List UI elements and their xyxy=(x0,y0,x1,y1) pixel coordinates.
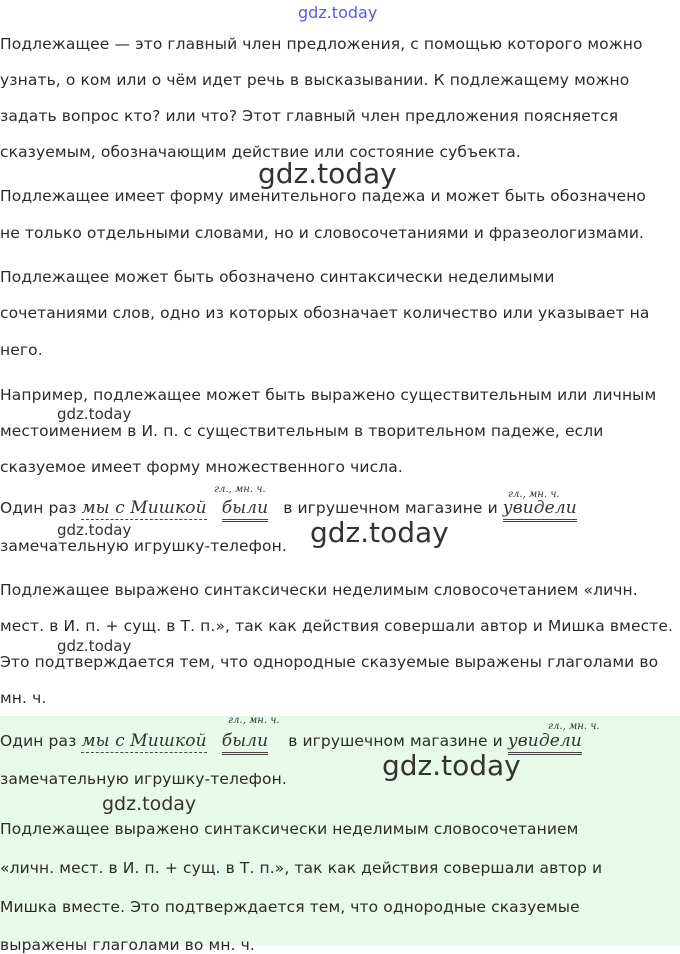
watermark: gdz.today xyxy=(382,749,521,782)
text-line: Мишка вместе. Это подтверждается тем, что однородные сказуемые xyxy=(0,898,580,916)
text-line: Подлежащее имеет форму именительного падежа и может быть обозначено xyxy=(0,187,647,205)
sentence-middle: в игрушечном магазине и xyxy=(283,499,498,517)
predicate-word: были xyxy=(222,498,268,522)
text-line: задать вопрос кто? или что? Этот главный член предложения поясняется xyxy=(0,107,619,125)
watermark: gdz.today xyxy=(57,521,132,539)
watermark: gdz.today xyxy=(57,637,132,655)
subject-phrase: мы с Мишкой xyxy=(81,731,207,751)
predicate-word: увидели xyxy=(508,731,582,755)
predicate-word: были xyxy=(222,731,268,755)
text-line: мест. в И. п. + сущ. в Т. п.», так как действия совершали автор и Мишка вместе. xyxy=(0,617,673,635)
text-line: выражены глаголами во мн. ч. xyxy=(0,936,255,954)
text-line: Это подтверждается тем, что однородные сказуемые выражены глаголами во xyxy=(0,653,659,671)
predicate-note: гл., мн. ч. xyxy=(508,489,560,500)
watermark: gdz.today xyxy=(258,157,397,190)
text-line: сказуемым, обозначающим действие или состояние субъекта. xyxy=(0,143,521,161)
watermark: gdz.today xyxy=(310,516,449,549)
subject-phrase: мы с Мишкой xyxy=(81,498,207,518)
text-line: местоимением в И. п. с существительным в творительном падеже, если xyxy=(0,422,604,440)
top-watermark: gdz.today xyxy=(298,3,378,22)
text-line: Подлежащее — это главный член предложения, с помощью которого можно xyxy=(0,35,643,53)
text-line: сочетаниями слов, одно из которых обозначает количество или указывает на xyxy=(0,304,650,322)
watermark: gdz.today xyxy=(102,793,197,815)
predicate-note: гл., мн. ч. xyxy=(228,715,280,726)
text-line: узнать, о ком или о чём идет речь в высказывании. К подлежащему можно xyxy=(0,71,630,89)
text-line: замечательную игрушку-телефон. xyxy=(0,770,287,788)
watermark: gdz.today xyxy=(57,405,132,423)
sentence-start: Один раз xyxy=(0,499,77,517)
predicate-note: гл., мн. ч. xyxy=(548,721,600,732)
sentence-start: Один раз xyxy=(0,732,77,750)
text-line: сказуемое имеет форму множественного числа. xyxy=(0,458,403,476)
text-line: Подлежащее может быть обозначено синтаксически неделимыми xyxy=(0,268,555,286)
text-line: замечательную игрушку-телефон. xyxy=(0,537,287,555)
text-line: «личн. мест. в И. п. + сущ. в Т. п.», так как действия совершали автор и xyxy=(0,859,603,877)
text-line: не только отдельными словами, но и словосочетаниями и фразеологизмами. xyxy=(0,224,645,242)
text-line: Например, подлежащее может быть выражено существительным или личным xyxy=(0,386,657,404)
sentence-middle: в игрушечном магазине и xyxy=(288,732,503,750)
text-line: него. xyxy=(0,341,43,359)
predicate-word: увидели xyxy=(503,498,577,522)
predicate-note: гл., мн. ч. xyxy=(214,484,266,495)
text-line: Подлежащее выражено синтаксически неделимым словосочетанием «личн. xyxy=(0,581,638,599)
text-line: мн. ч. xyxy=(0,689,47,707)
text-line: Подлежащее выражено синтаксически неделимым словосочетанием xyxy=(0,820,579,838)
